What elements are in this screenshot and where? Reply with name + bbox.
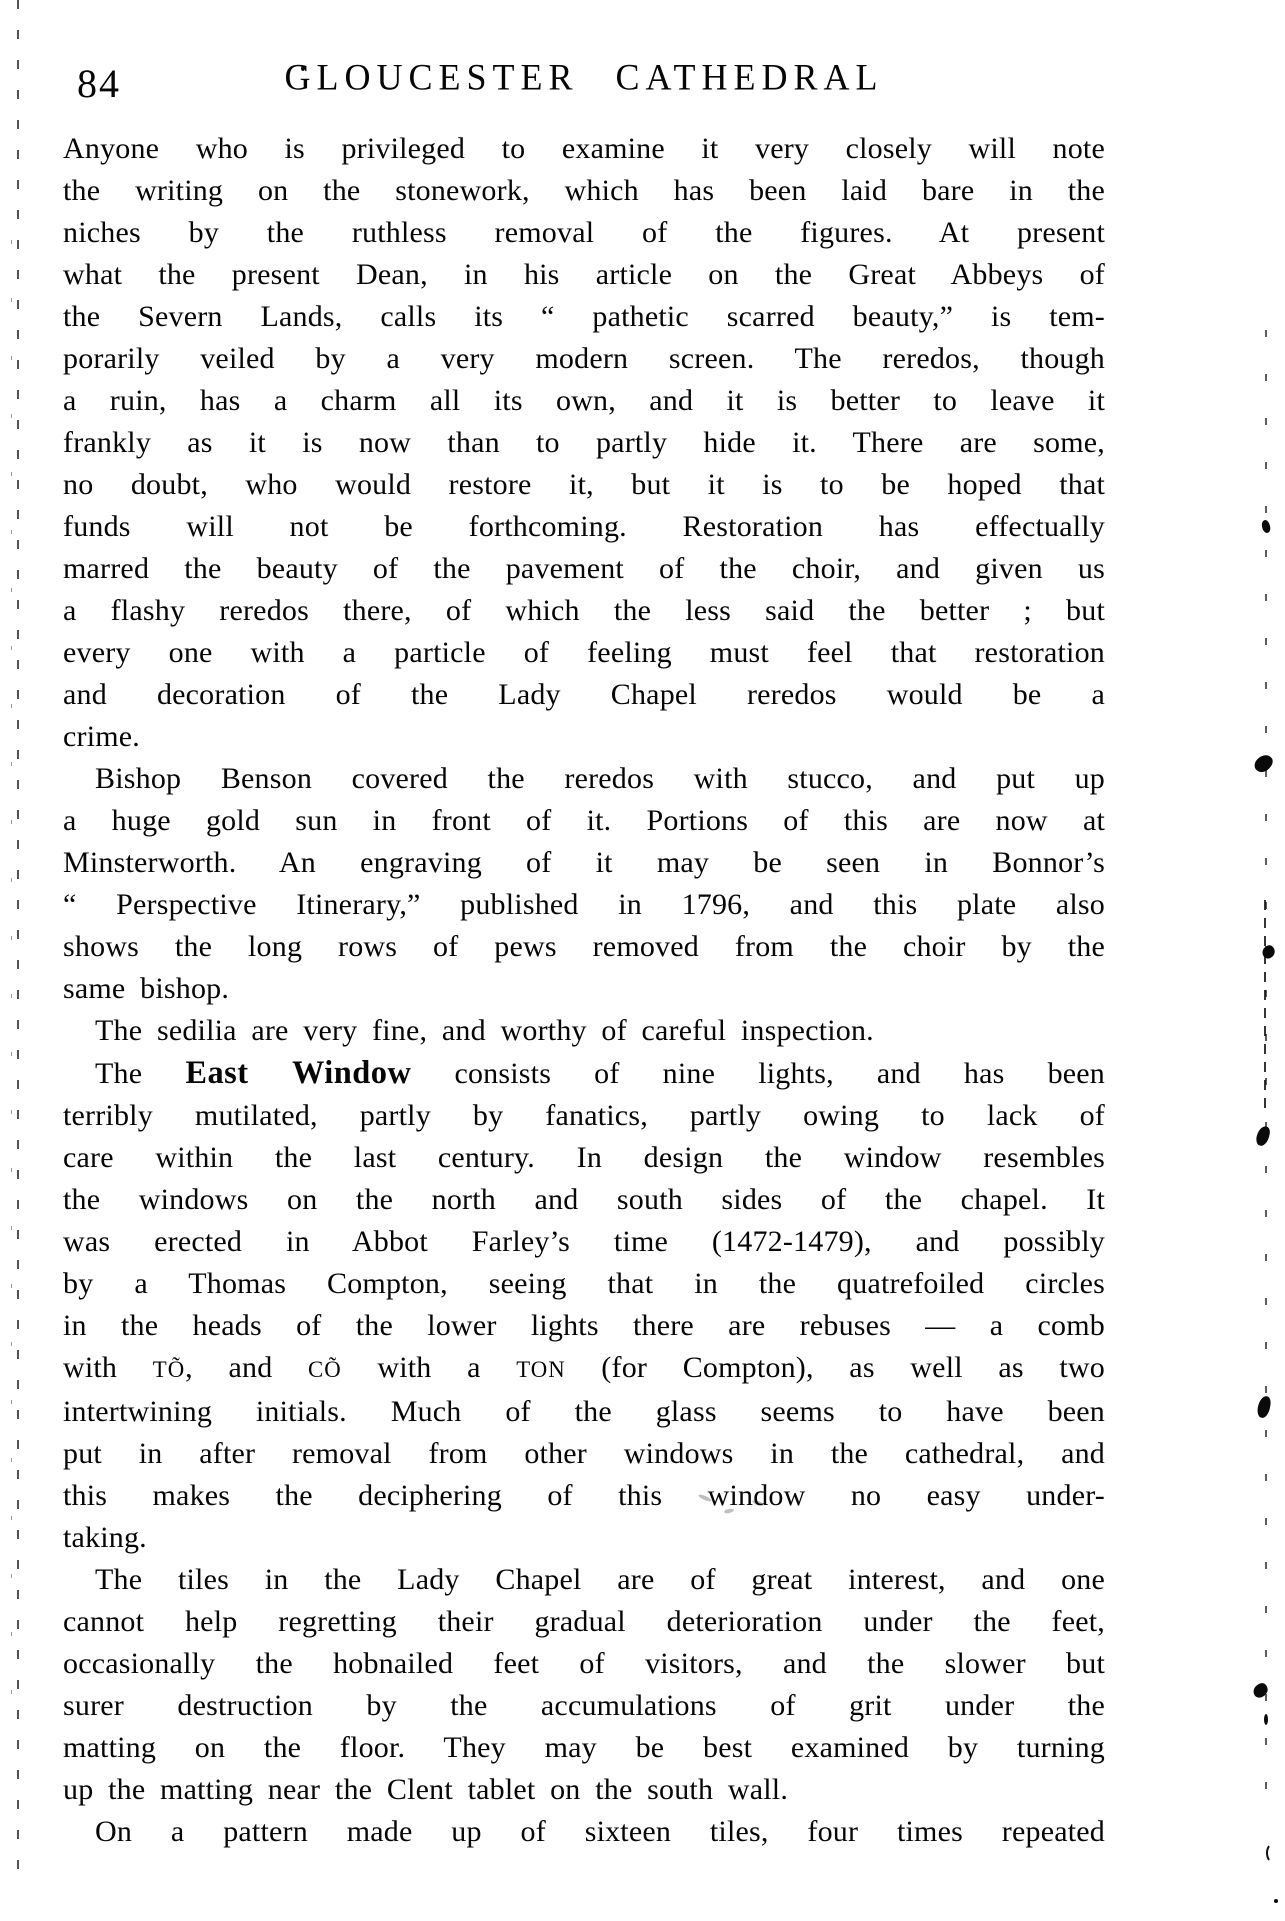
- text-line: [63, 212, 1105, 254]
- text-run: and decoration of the Lady Chapel reredos would be a: [63, 678, 1105, 711]
- ink-blob: [1260, 519, 1272, 534]
- ink-curve-mark: [1266, 1843, 1280, 1863]
- text-run: no doubt, who would restore it, but it is to be hoped that: [63, 468, 1105, 501]
- ink-speck: [1264, 1714, 1268, 1725]
- text-run: a ruin, has a charm all its own, and it is better to leave it: [63, 384, 1105, 417]
- text-run: cannot help regretting their gradual deterioration under the feet,: [63, 1605, 1105, 1638]
- ink-blob: [1260, 943, 1278, 960]
- text-line: [63, 170, 1105, 212]
- text-line: [63, 1727, 1105, 1769]
- text-line: [63, 254, 1105, 296]
- text-run: a huge gold sun in front of it. Portions of this are now at: [63, 804, 1105, 837]
- text-run: every one with a particle of feeling must feel that restoration: [63, 636, 1105, 669]
- text-run: this makes the deciphering of this window no easy under-: [63, 1479, 1105, 1512]
- text-run: same bishop.: [63, 972, 230, 1005]
- text-run: funds will not be forthcoming. Restoration has effectually: [63, 510, 1105, 543]
- text-line: [63, 128, 1105, 170]
- text-run: by a Thomas Compton, seeing that in the quatrefoiled circles: [63, 1267, 1105, 1300]
- text-run: the writing on the stonework, which has been laid bare in the: [63, 174, 1105, 207]
- text-line: [63, 1347, 1105, 1391]
- page-body-text: [63, 128, 1105, 1853]
- text-line: [63, 758, 1105, 800]
- text-line: [63, 968, 1105, 1010]
- text-line: [63, 1095, 1105, 1137]
- text-line: [63, 716, 1105, 758]
- text-run: occasionally the hobnailed feet of visitors, and the slower but: [63, 1647, 1105, 1680]
- text-run: care within the last century. In design the window resembles: [63, 1141, 1105, 1174]
- text-run: Minsterworth. An engraving of it may be seen in Bonnor’s: [63, 846, 1105, 879]
- page-header: [63, 56, 1105, 116]
- text-run: the Severn Lands, calls its “ pathetic scarred beauty,” is tem-: [63, 300, 1105, 333]
- text-run: terribly mutilated, partly by fanatics, partly owing to lack of: [63, 1099, 1105, 1132]
- text-run: in the heads of the lower lights there are rebuses — a comb: [63, 1309, 1105, 1342]
- text-run: , and: [185, 1351, 309, 1384]
- text-line: [63, 842, 1105, 884]
- text-line: [63, 380, 1105, 422]
- text-line: [63, 548, 1105, 590]
- text-line: [63, 338, 1105, 380]
- text-line: [63, 1391, 1105, 1433]
- text-line: [63, 506, 1105, 548]
- text-line: [63, 1263, 1105, 1305]
- text-line: [63, 1601, 1105, 1643]
- text-run: shows the long rows of pews removed from the choir by the: [63, 930, 1105, 963]
- text-run: a flashy reredos there, of which the less said the better ; but: [63, 594, 1105, 627]
- ink-blob: [1251, 1681, 1270, 1700]
- text-run: marred the beauty of the pavement of the choir, and given us: [63, 552, 1105, 585]
- text-run: frankly as it is now than to partly hide it. There are some,: [63, 426, 1105, 459]
- text-run: put in after removal from other windows in the cathedral, and: [63, 1437, 1105, 1470]
- ink-blob: [1252, 751, 1276, 775]
- text-line: [63, 884, 1105, 926]
- text-run: with a: [341, 1351, 517, 1384]
- text-run: “ Perspective Itinerary,” published in 1796, and this plate also: [63, 888, 1105, 921]
- small-caps-run: TÕ: [152, 1357, 186, 1382]
- text-run: niches by the ruthless removal of the figures. At present: [63, 216, 1105, 249]
- ink-blob: [1255, 1125, 1272, 1147]
- text-line: [63, 1685, 1105, 1727]
- text-run: The: [95, 1057, 186, 1090]
- text-run: The tiles in the Lady Chapel are of great interest, and one: [95, 1563, 1105, 1596]
- text-line: [63, 1811, 1105, 1853]
- text-run: consists of nine lights, and has been: [411, 1057, 1106, 1090]
- bold-run: East Window: [185, 1055, 412, 1091]
- text-line: [63, 1305, 1105, 1347]
- text-line: [63, 464, 1105, 506]
- text-run: On a pattern made up of sixteen tiles, four times repeated: [95, 1815, 1105, 1848]
- left-margin-scan-line: [17, 0, 19, 1875]
- text-line: [63, 674, 1105, 716]
- text-run: surer destruction by the accumulations of grit under the: [63, 1689, 1105, 1722]
- text-run: with: [63, 1351, 153, 1384]
- text-run: taking.: [63, 1521, 147, 1554]
- text-run: the windows on the north and south sides of the chapel. It: [63, 1183, 1105, 1216]
- ink-speck: [1274, 1899, 1278, 1903]
- text-line: [63, 1643, 1105, 1685]
- text-line: [63, 1433, 1105, 1475]
- ink-blob: [1256, 1395, 1272, 1419]
- text-line: [63, 590, 1105, 632]
- text-run: Bishop Benson covered the reredos with stucco, and put up: [95, 762, 1105, 795]
- text-line: [63, 422, 1105, 464]
- text-run: up the matting near the Clent tablet on the south wall.: [63, 1773, 789, 1806]
- text-line: [63, 1221, 1105, 1263]
- text-line: [63, 296, 1105, 338]
- text-line: [63, 1517, 1105, 1559]
- text-run: The sedilia are very fine, and worthy of careful inspection.: [95, 1014, 874, 1047]
- text-line: [63, 1475, 1105, 1517]
- text-run: was erected in Abbot Farley’s time (1472-1479), and possibly: [63, 1225, 1105, 1258]
- text-line: [63, 926, 1105, 968]
- text-run: Anyone who is privileged to examine it very closely will note: [63, 132, 1105, 165]
- text-run: matting on the floor. They may be best examined by turning: [63, 1731, 1105, 1764]
- small-caps-run: TON: [516, 1357, 566, 1382]
- text-run: intertwining initials. Much of the glass seems to have been: [63, 1395, 1105, 1428]
- text-line: [63, 1010, 1105, 1052]
- text-line: [63, 1137, 1105, 1179]
- text-run: porarily veiled by a very modern screen. The reredos, though: [63, 342, 1105, 375]
- text-line: [63, 632, 1105, 674]
- text-line: [63, 800, 1105, 842]
- right-margin-scan-line-dense: [1264, 900, 1266, 1110]
- running-header-title: GLOUCESTER CATHEDRAL: [284, 56, 884, 98]
- text-line: [63, 1179, 1105, 1221]
- text-line: [63, 1769, 1105, 1811]
- page-number: 84: [77, 61, 121, 106]
- text-line: [63, 1052, 1105, 1095]
- text-line: [63, 1559, 1105, 1601]
- text-run: (for Compton), as well as two: [565, 1351, 1105, 1384]
- small-caps-run: CÕ: [308, 1357, 342, 1382]
- text-run: crime.: [63, 720, 140, 753]
- left-margin-scan-dots: [11, 240, 12, 1740]
- text-run: what the present Dean, in his article on the Great Abbeys of: [63, 258, 1105, 291]
